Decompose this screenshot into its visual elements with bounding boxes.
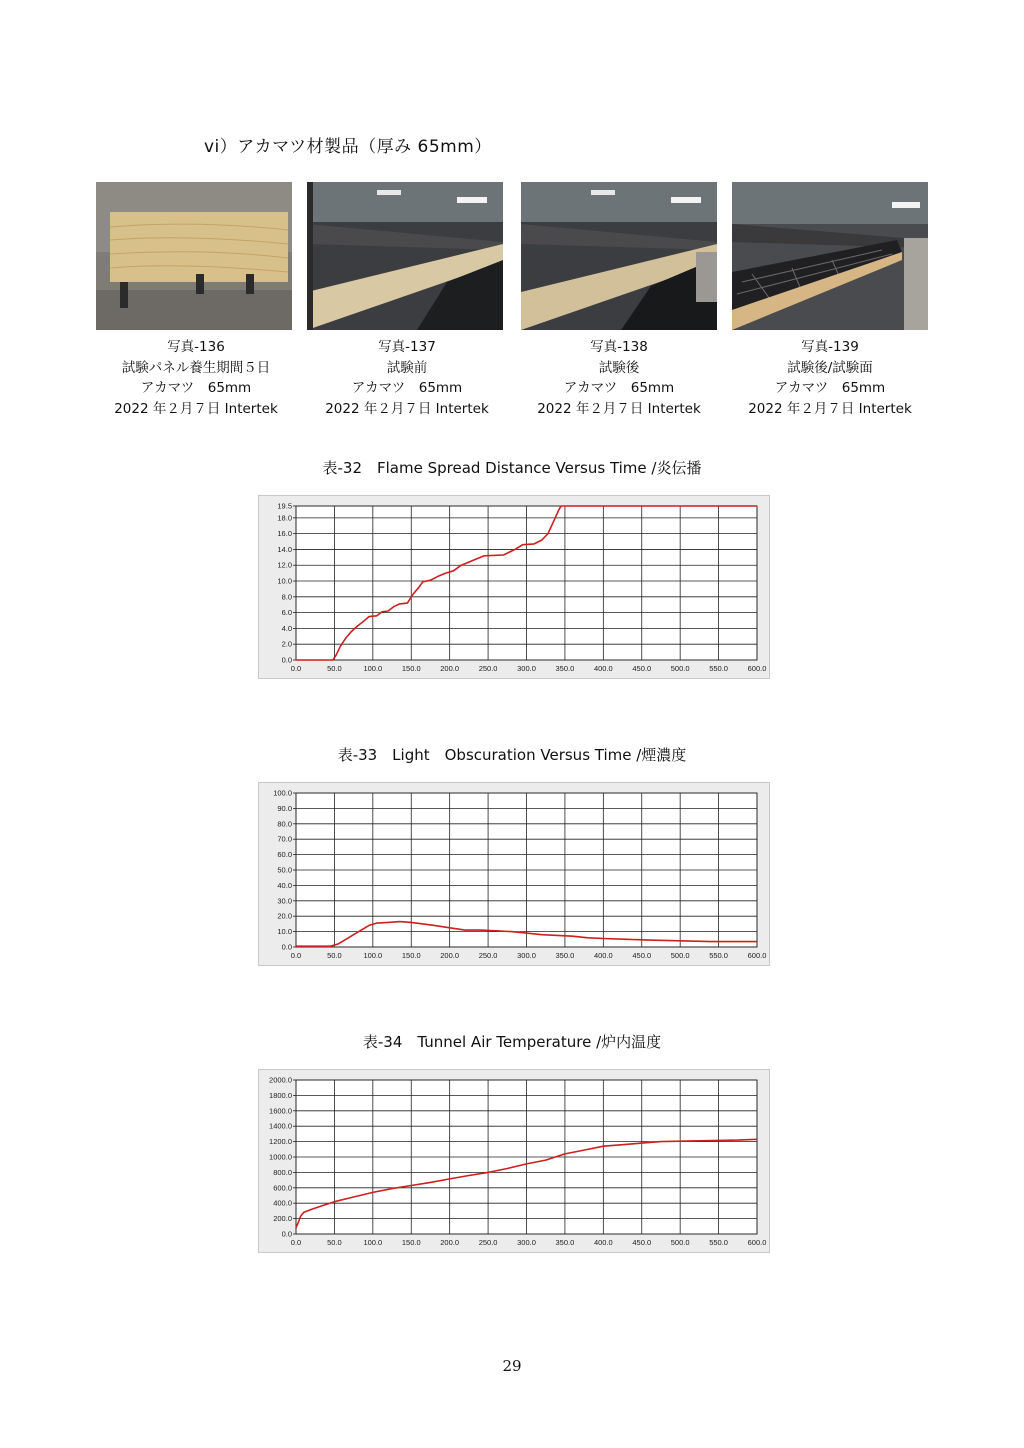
x-tick-label: 0.0 xyxy=(290,951,302,960)
page-number: 29 xyxy=(502,1357,522,1375)
y-tick-label: 800.0 xyxy=(273,1167,292,1177)
x-tick-label: 250.0 xyxy=(478,951,498,960)
y-tick-label: 40.0 xyxy=(277,880,292,890)
x-tick-label: 550.0 xyxy=(709,664,728,673)
y-tick-label: 18.0 xyxy=(277,513,292,523)
tunnel-temperature-chart xyxy=(258,1069,770,1253)
x-tick-label: 0.0 xyxy=(290,664,302,673)
y-tick-label: 400.0 xyxy=(273,1198,292,1208)
y-tick-label: 8.0 xyxy=(281,592,292,602)
x-tick-label: 200.0 xyxy=(440,951,460,960)
charred-surface-photo xyxy=(732,182,928,330)
x-tick-label: 500.0 xyxy=(670,1238,690,1247)
x-tick-label: 150.0 xyxy=(401,664,421,673)
section-title: vi）アカマツ材製品（厚み 65mm） xyxy=(204,137,492,157)
x-tick-label: 250.0 xyxy=(478,1238,498,1247)
x-tick-label: 200.0 xyxy=(440,1238,460,1247)
x-tick-label: 50.0 xyxy=(327,951,342,960)
x-tick-label: 350.0 xyxy=(555,664,575,673)
y-tick-label: 80.0 xyxy=(277,819,292,829)
x-tick-label: 50.0 xyxy=(327,664,342,673)
y-tick-label: 90.0 xyxy=(277,803,292,813)
photo-caption: 写真-137 試験前 アカマツ 65mm 2022 年２月７日 Intertek xyxy=(325,339,489,417)
tunnel-after-photo xyxy=(521,182,717,330)
chart-title: 表-32 Flame Spread Distance Versus Time /炎伝播 xyxy=(322,459,702,477)
x-tick-label: 600.0 xyxy=(747,1238,767,1247)
x-tick-label: 300.0 xyxy=(517,1238,536,1247)
y-tick-label: 1000.0 xyxy=(269,1152,292,1162)
light-obscuration-chart xyxy=(258,782,770,966)
x-tick-label: 550.0 xyxy=(709,1238,728,1247)
y-tick-label: 10.0 xyxy=(277,927,292,937)
y-tick-label: 19.5 xyxy=(277,501,292,511)
x-tick-label: 600.0 xyxy=(747,951,767,960)
photo-caption: 写真-136 試験パネル養生期間５日 アカマツ 65mm 2022 年２月７日 Intertek xyxy=(114,339,278,417)
photo-caption: 写真-139 試験後/試験面 アカマツ 65mm 2022 年２月７日 Intertek xyxy=(748,339,912,417)
y-tick-label: 2000.0 xyxy=(269,1075,292,1085)
x-tick-label: 450.0 xyxy=(632,664,652,673)
x-tick-label: 600.0 xyxy=(747,664,767,673)
y-tick-label: 2.0 xyxy=(281,639,292,649)
x-tick-label: 200.0 xyxy=(440,664,460,673)
y-tick-label: 0.0 xyxy=(281,655,292,665)
x-tick-label: 50.0 xyxy=(327,1238,342,1247)
y-tick-label: 60.0 xyxy=(277,850,292,860)
y-tick-label: 600.0 xyxy=(273,1183,292,1193)
y-tick-label: 1600.0 xyxy=(269,1106,292,1116)
x-tick-label: 0.0 xyxy=(290,1238,302,1247)
x-tick-label: 500.0 xyxy=(670,664,690,673)
x-tick-label: 400.0 xyxy=(593,951,613,960)
chart-title: 表-34 Tunnel Air Temperature /炉内温度 xyxy=(362,1033,662,1051)
y-tick-label: 70.0 xyxy=(277,834,292,844)
y-tick-label: 1400.0 xyxy=(269,1121,292,1131)
x-tick-label: 450.0 xyxy=(632,1238,652,1247)
y-tick-label: 30.0 xyxy=(277,896,292,906)
x-tick-label: 350.0 xyxy=(555,951,575,960)
y-tick-label: 50.0 xyxy=(277,865,292,875)
x-tick-label: 100.0 xyxy=(363,951,383,960)
y-tick-label: 10.0 xyxy=(277,576,292,586)
x-tick-label: 450.0 xyxy=(632,951,652,960)
tunnel-before-photo xyxy=(307,182,503,330)
y-tick-label: 4.0 xyxy=(281,623,292,633)
x-tick-label: 150.0 xyxy=(401,951,421,960)
x-tick-label: 550.0 xyxy=(709,951,728,960)
x-tick-label: 150.0 xyxy=(401,1238,421,1247)
y-tick-label: 1200.0 xyxy=(269,1137,292,1147)
y-tick-label: 0.0 xyxy=(281,942,292,952)
x-tick-label: 100.0 xyxy=(363,664,383,673)
y-tick-label: 12.0 xyxy=(277,560,292,570)
y-tick-label: 0.0 xyxy=(281,1229,292,1239)
y-tick-label: 1800.0 xyxy=(269,1090,292,1100)
y-tick-label: 200.0 xyxy=(273,1214,292,1224)
flame-spread-chart xyxy=(258,495,770,679)
x-tick-label: 500.0 xyxy=(670,951,690,960)
y-tick-label: 20.0 xyxy=(277,911,292,921)
x-tick-label: 250.0 xyxy=(478,664,498,673)
photo-caption: 写真-138 試験後 アカマツ 65mm 2022 年２月７日 Intertek xyxy=(537,339,701,417)
chart-title: 表-33 Light Obscuration Versus Time /煙濃度 xyxy=(337,746,687,764)
y-tick-label: 16.0 xyxy=(277,529,292,539)
y-tick-label: 6.0 xyxy=(281,608,292,618)
y-tick-label: 14.0 xyxy=(277,544,292,554)
x-tick-label: 400.0 xyxy=(593,1238,613,1247)
x-tick-label: 100.0 xyxy=(363,1238,383,1247)
x-tick-label: 400.0 xyxy=(593,664,613,673)
x-tick-label: 300.0 xyxy=(517,664,536,673)
wood-panel-photo xyxy=(96,182,292,330)
x-tick-label: 300.0 xyxy=(517,951,536,960)
y-tick-label: 100.0 xyxy=(273,788,292,798)
x-tick-label: 350.0 xyxy=(555,1238,575,1247)
